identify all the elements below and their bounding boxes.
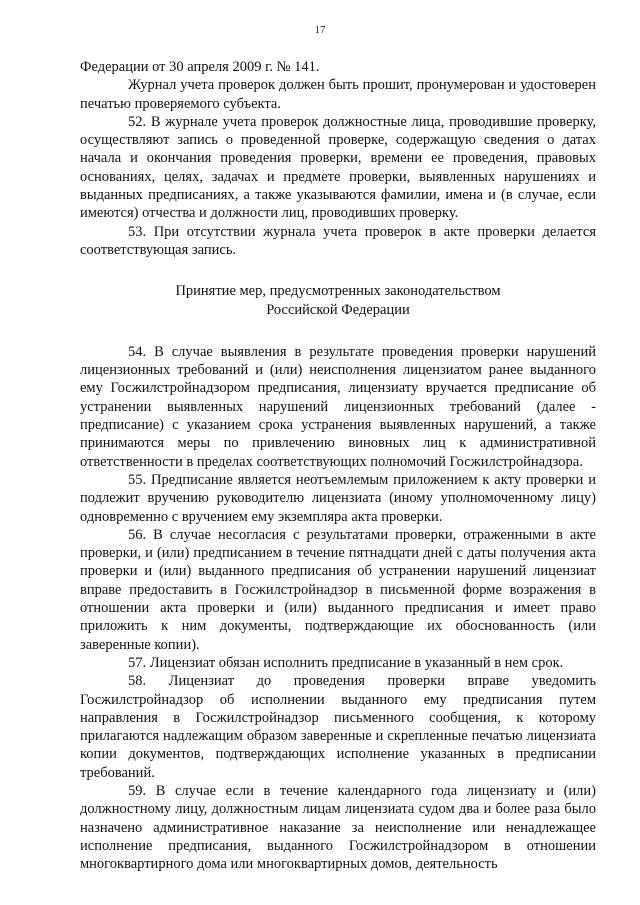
document-body bbox=[80, 58, 596, 873]
paragraph-journal-binding: Журнал учета проверок должен быть прошит, пронумерован и удостоверен печатью проверяемого субъекта. bbox=[80, 77, 596, 112]
paragraph-58: 58. Лицензиат до проведения проверки вправе уведомить Госжилстройнадзор об исполнении выданного ему предписания путем направления в Госжилстройнадзор письменного сообщения, к которому прилагаются надлежащим образом заверенные и скрепленные печатью лицензиата копии документов, подтверждающих исполнение указанных в предписании требований. bbox=[80, 673, 596, 781]
paragraph-53: 53. При отсутствии журнала учета проверок в акте проверки делается соответствующая запись. bbox=[80, 223, 596, 258]
paragraph-57: 57. Лицензиат обязан исполнить предписание в указанный в нем срок. bbox=[128, 654, 564, 671]
section-heading-line-2: Российской Федерации bbox=[266, 301, 410, 318]
paragraph-54: 54. В случае выявления в результате проведения проверки нарушений лицензионных требований и (или) неисполнения лицензиатом ранее выданного ему Госжилстройнадзором предписания, лицензиату вручается предписание об устранении выявленных нарушений лицензионных требований (далее - предписание) с указанием срока устранения выявленных нарушений, а также принимаются меры по привлечению виновных лиц к административной ответственности в пределах соответствующих полномочий Госжилстройнадзора. bbox=[80, 343, 596, 470]
paragraph-56: 56. В случае несогласия с результатами проверки, отраженными в акте проверки, и (или) предписанием в течение пятнадцати дней с даты получения акта проверки и (или) выданного предписания об устранении нарушений лицензиат вправе предоставить в Госжилстройнадзор в письменной форме возражения в отношении акта проверки и (или) выданного предписания и имеет право приложить к ним документы, подтверждающие их обоснованность (или заверенные копии). bbox=[80, 526, 596, 653]
section-heading-line-1: Принятие мер, предусмотренных законодательством bbox=[175, 283, 501, 300]
paragraph-52: 52. В журнале учета проверок должностные лица, проводившие проверку, осуществляют запись о проведенной проверке, содержащую сведения о датах начала и окончания проведения проверки, времени ее проведения, правовых основаниях, целях, задачах и предмете проверки, выявленных нарушениях и выданных предписаниях, а также указываются фамилии, имена и (в случае, если имеются) отчества и должности лиц, проводивших проверку. bbox=[80, 113, 596, 222]
page-number: 17 bbox=[314, 24, 326, 36]
paragraph-55: 55. Предписание является неотъемлемым приложением к акту проверки и подлежит вручению руководителю лицензиата (иному уполномоченному лицу) одновременно с вручением ему экземпляра акта проверки. bbox=[80, 471, 596, 525]
paragraph-continuation: Федерации от 30 апреля 2009 г. № 141. bbox=[80, 59, 320, 75]
section-heading bbox=[80, 282, 596, 319]
paragraph-59: 59. В случае если в течение календарного года лицензиату и (или) должностному лицу, должностным лицам лицензиата судом два и более раза было назначено административное наказание за неисполнение или ненадлежащее исполнение предписания, выданного Госжилстройнадзором в отношении многоквартирного дома или многоквартирных домов, деятельность bbox=[80, 782, 596, 873]
